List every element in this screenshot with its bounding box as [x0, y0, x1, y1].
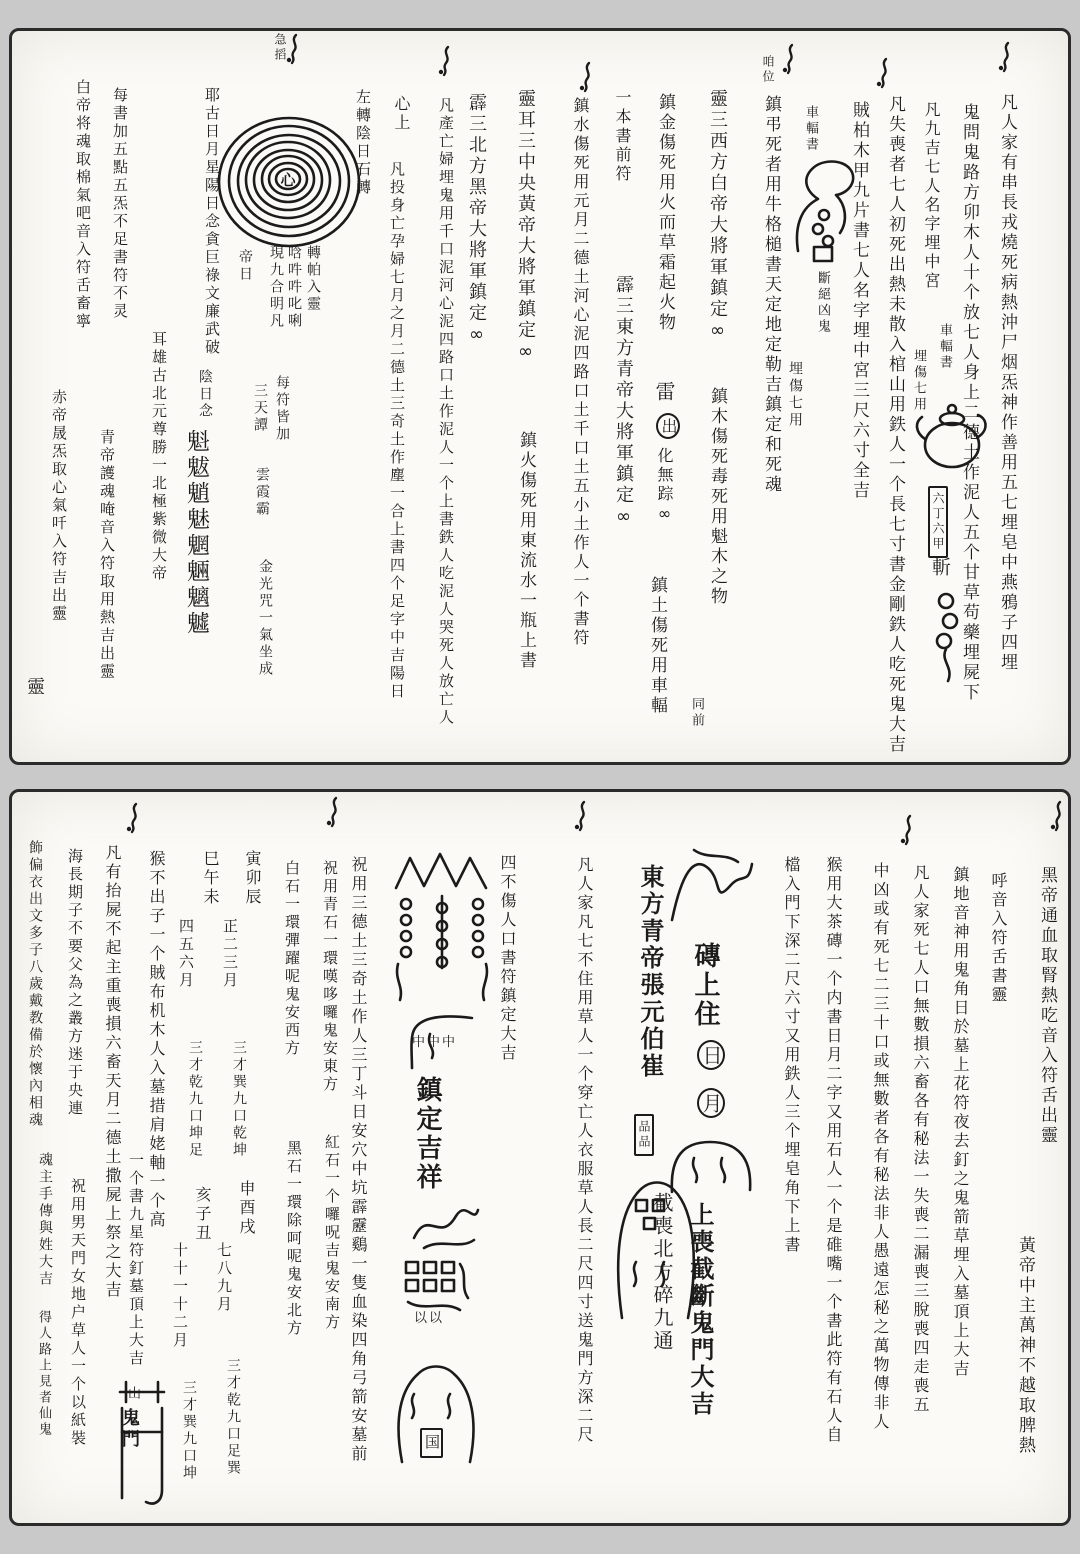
- manuscript-text-column: 凡人家凡七不住用草人一个穿亡人衣服草人長二尺四寸送鬼門方深二尺: [575, 856, 594, 1445]
- manuscript-text-column: 魁魃魈魅魍魎魑魖: [183, 429, 209, 637]
- column-black-emperor-general: 霹三北方黑帝大將軍鎮定∞: [466, 93, 487, 348]
- manuscript-text-column: 呼音入符舌書靈: [989, 872, 1008, 1005]
- manuscript-text-column: 耳雄古北元尊勝一北極紫微大帝: [150, 331, 168, 583]
- manuscript-text-column: 金光咒一氣坐成: [257, 559, 273, 678]
- manuscript-text-column: 鎮火傷死用東流水一瓶上書: [516, 431, 536, 671]
- manuscript-text-column: 出: [656, 413, 680, 439]
- manuscript-text-column: 唅吽吽叱唎: [286, 245, 302, 330]
- manuscript-text-column: 現九合明凡: [268, 245, 284, 330]
- column-yellow-emperor-general: 靈耳三中央黃帝大將軍鎮定∞: [515, 89, 536, 365]
- flame-mark-icon: [324, 796, 344, 828]
- manuscript-text-column: 凡投身亡孕婦七月之月二德土三奇土作塵一合上書四个足字中吉陽日: [388, 161, 406, 701]
- manuscript-text-column: 三才乾九口坤足: [187, 1040, 203, 1159]
- talisman-flourish-head: [664, 842, 759, 937]
- flame-mark-icon: [436, 45, 456, 77]
- manuscript-text-column: 左轉陰日石轉: [354, 89, 372, 197]
- manuscript-text-column: 猴不出子一个賊布机木人入墓措肩姥軸一个高: [147, 850, 166, 1230]
- manuscript-text-column: 凡人家有串長戎燒死病熱沖尸烟炁神作善用五七埋皂中燕鴉子四埋: [997, 93, 1017, 673]
- manuscript-page-bottom: [9, 789, 1071, 1526]
- manuscript-text-column: 每符皆加: [274, 375, 290, 443]
- manuscript-text-column: 七八九月: [215, 1242, 233, 1314]
- manuscript-text-column: 凡產亡婦埋鬼用千口泥河心泥四路口土作泥人一个上書鉄人吃泥人哭死人放亡人: [437, 97, 455, 727]
- manuscript-text-column: 靈: [24, 677, 45, 698]
- manuscript-text-column: 十十一十二月: [171, 1242, 189, 1350]
- manuscript-text-column: 鎮金傷死用火而草霜起火物: [655, 93, 675, 333]
- manuscript-text-column: 轉帕入靈: [305, 245, 321, 313]
- manuscript-text-column: 凡失喪者七人初死出熱未散入棺山用鉄人一个長七寸書金剛鉄人吃死鬼大吉: [885, 95, 905, 755]
- manuscript-text-column: 魂主手傳與姓大吉: [37, 1152, 53, 1288]
- column-yellow-emperor-spleen: 黃帝中主萬神不越取脾熱: [1015, 1236, 1035, 1456]
- flame-mark-icon: [572, 800, 592, 832]
- manuscript-text-column: 三才巽九口坤: [181, 1380, 197, 1482]
- manuscript-text-column: 海長期子不要父為之叢方迷于央連: [66, 848, 84, 1118]
- manuscript-text-column: 品品: [634, 1114, 654, 1156]
- manuscript-text-column: 白帝将魂取棉氣吧音入符舌畜寧: [74, 79, 92, 331]
- column-white-emperor-general: 靈三西方白帝大將軍鎮定∞: [707, 89, 728, 344]
- manuscript-text-column: 凡有抬屍不起主重喪損六畜天月二德土撒屍上祭之大吉: [103, 844, 122, 1300]
- manuscript-text-column: 凡人家死七人口無數損六畜各有秘法一失喪二漏喪三脫喪四走喪五: [911, 864, 930, 1415]
- manuscript-text-column: 寅卯辰: [243, 850, 262, 907]
- manuscript-text-column: 雲霞霸: [254, 467, 270, 518]
- flame-mark-icon: [780, 43, 800, 75]
- manuscript-text-column: 帝日: [237, 249, 253, 283]
- column-zhang-yuanbo: 東方青帝張元伯崔: [636, 864, 664, 1080]
- manuscript-text-column: 三才乾九口足巽: [225, 1358, 241, 1477]
- column-black-emperor-kidney: 黑帝通血取腎熱吃音入符舌出靈: [1037, 866, 1057, 1146]
- manuscript-text-column: 正二三月: [221, 918, 239, 990]
- manuscript-text-column: 賊柏木甲九片書七人名字埋中宮三尺六寸全吉: [849, 101, 869, 501]
- manuscript-page-top: [9, 28, 1071, 765]
- manuscript-text-column: 国: [420, 1428, 443, 1458]
- manuscript-text-column: 亥子丑: [193, 1186, 212, 1243]
- flame-mark-icon: [996, 41, 1016, 73]
- manuscript-text-column: 三才巽九口乾坤: [231, 1040, 247, 1159]
- manuscript-text-column: 一本書前符: [613, 89, 632, 184]
- manuscript-text-column: 鬼問鬼路方卯木人十个放七人身上二德土作泥人五个甘草苟藥埋屍下: [959, 103, 979, 703]
- flame-mark-icon: [1048, 800, 1068, 832]
- manuscript-text-column: 青帝護魂唵音入符取用熱吉出靈: [98, 429, 116, 681]
- flame-mark-icon: [284, 33, 304, 65]
- manuscript-text-column: 祝用青石一環嘆哆囉鬼安東方: [321, 860, 339, 1094]
- manuscript-text-column: 三天譚: [252, 383, 268, 434]
- manuscript-text-column: 四不傷人口書符鎮定大吉: [498, 854, 517, 1063]
- talisman-flourish-middle: [404, 1198, 484, 1254]
- manuscript-text-column: 日: [697, 1040, 725, 1070]
- manuscript-text-column: 鎮水傷死用元月二德土河心泥四路口土千口土五小土作人一个書符: [571, 97, 590, 648]
- manuscript-text-column: 赤帝晟炁取心氣吀入符吉出靈: [50, 389, 68, 623]
- manuscript-text-column: 心上: [392, 95, 411, 133]
- manuscript-text-column: 鎮地音神用鬼角日於墓上花符夜去釘之鬼箭草埋入墓頂上大吉: [951, 866, 970, 1379]
- manuscript-text-column: 白石一環彈躍呢鬼安西方: [283, 860, 301, 1058]
- manuscript-text-column: 以以: [414, 1311, 445, 1326]
- flame-mark-icon: [124, 802, 144, 834]
- manuscript-text-column: 申酉戌: [237, 1180, 256, 1237]
- manuscript-text-column: 斬: [929, 557, 951, 579]
- manuscript-text-column: 凡九吉七人名字埋中宮: [922, 101, 941, 291]
- manuscript-text-column: 四五六月: [177, 918, 195, 990]
- manuscript-text-column: 埋傷七用: [911, 349, 926, 413]
- flame-mark-icon: [898, 814, 918, 846]
- manuscript-text-column: 一个書九星符釘墓頂上大吉: [127, 1152, 145, 1368]
- column-hanged-death: 鎮弔死者用牛格槌書天定地定勒吉鎮定和死魂: [761, 95, 781, 495]
- manuscript-text-column: 化無踪∞: [655, 447, 674, 526]
- crown-chain-talisman-drawing: [390, 844, 494, 1006]
- column-zhending-jixiang: 鎮定吉祥: [412, 1076, 442, 1192]
- manuscript-text-column: 鎮土傷死用車輻: [647, 576, 667, 716]
- manuscript-text-column: 雷: [652, 381, 676, 404]
- manuscript-text-column: 車輻書: [937, 323, 952, 371]
- manuscript-text-column: 鎮木傷死毒死用魁木之物: [707, 387, 727, 607]
- manuscript-text-column: 飾偏衣出文多子八歲戴教備於懷內相魂: [27, 840, 43, 1129]
- manuscript-text-column: 月: [697, 1088, 725, 1118]
- manuscript-text-column: 中凶或有死七二三十口或無數者各有秘法非人愚遠怎秘之萬物傳非人: [871, 862, 890, 1432]
- manuscript-text-column: 截喪北方碎九通: [650, 1192, 674, 1353]
- spiral-heart-diagram: [213, 111, 365, 253]
- flame-mark-icon: [577, 61, 597, 93]
- manuscript-text-column: 檔入門下深二尺六寸又用鉄人三个埋皂角下上書: [782, 856, 801, 1255]
- manuscript-text-column: 磚上住: [690, 942, 720, 1029]
- column-cut-ghost-gate: 上喪截斷鬼門大吉: [686, 1202, 714, 1418]
- manuscript-text-column: 祝用男天門女地户草人一个以紙裝: [69, 1178, 87, 1448]
- manuscript-text-column: 祝用三德土三奇土作人三丁斗日安穴中坑霹靂鷄一隻血染四角弓箭安墓前: [349, 856, 368, 1464]
- manuscript-text-column: 鬼門: [119, 1408, 140, 1450]
- manuscript-text-column: 同前: [689, 697, 704, 729]
- manuscript-text-column: 咱位: [761, 55, 775, 85]
- manuscript-text-column: 猴用大茶磚一个内書日月二字又用石人一个是碓嘴一个書此符有石人自: [824, 856, 843, 1445]
- manuscript-text-column: 紅石一个囉呪吉鬼安南方: [323, 1134, 341, 1332]
- flame-mark-icon: [874, 57, 894, 89]
- manuscript-text-column: 中中中: [412, 1035, 458, 1050]
- manuscript-text-column: 山: [125, 1386, 140, 1402]
- manuscript-text-column: 急搯: [273, 33, 287, 63]
- manuscript-text-column: 得人路上見者仙鬼: [36, 1310, 51, 1438]
- manuscript-text-column: 斷絕凶鬼: [815, 271, 830, 335]
- manuscript-text-column: 車輻書: [803, 105, 818, 153]
- manuscript-text-column: 埋傷七用: [787, 361, 803, 429]
- manuscript-text-column: 巳午未: [201, 850, 220, 907]
- manuscript-text-column: 耶古日月星陽日念貪巨祿文廉武破: [203, 87, 221, 357]
- manuscript-text-column: 六丁六甲: [928, 486, 948, 558]
- manuscript-text-column: 黑石一環除呵呢鬼安北方: [285, 1140, 303, 1338]
- spiral-center-character: 心: [280, 171, 296, 189]
- manuscript-text-column: 每書加五點五炁不足書符不灵: [111, 87, 129, 321]
- manuscript-text-column: 陰日念: [197, 369, 213, 420]
- column-green-emperor-general: 霹三東方青帝大將軍鎮定∞: [613, 275, 634, 530]
